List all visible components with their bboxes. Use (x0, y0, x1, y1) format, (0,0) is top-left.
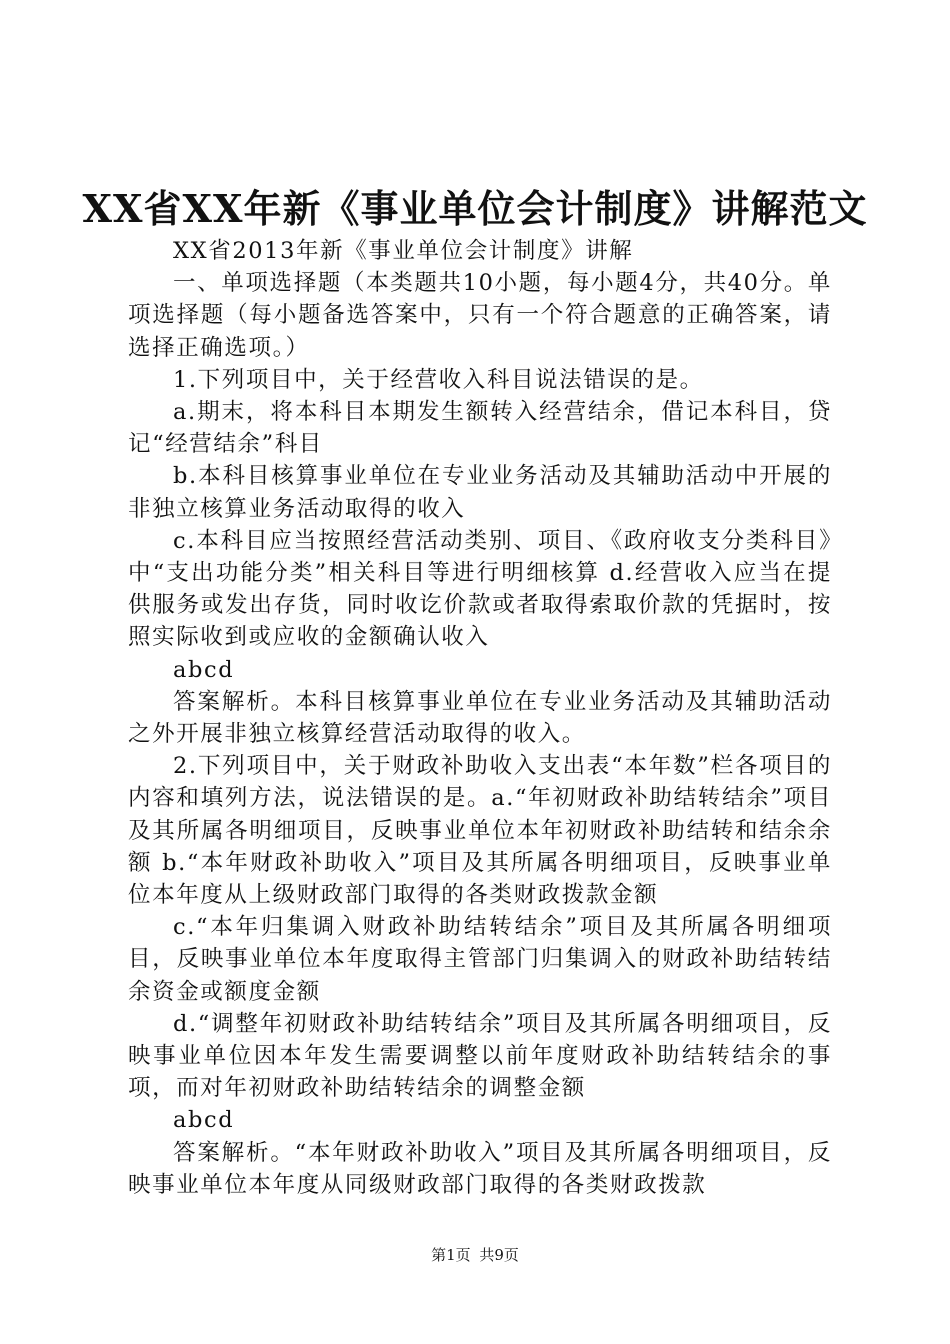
paragraph-option-c: c.“本年归集调入财政补助结转结余”项目及其所属各明细项目，反映事业单位本年度取得主管部门归集调入的财政补助结转结余资金或额度金额 (128, 914, 832, 1005)
page-number: 第1页 (431, 1246, 471, 1264)
paragraph-option-c-d: c.本科目应当按照经营活动类别、项目、《政府收支分类科目》中“支出功能分类”相关科目等进行明细核算 d.经营收入应当在提供服务或发出存货，同时收讫价款或者取得索取价款的凭据时，按照实际收到或应收的金额确认收入 (128, 527, 832, 651)
paragraph-explanation-2: 答案解析。“本年财政补助收入”项目及其所属各明细项目，反映事业单位本年度从同级财政部门取得的各类财政拨款 (128, 1139, 832, 1198)
paragraph-option-d: d.“调整年初财政补助结转结余”项目及其所属各明细项目，反映事业单位因本年发生需要调整以前年度财政补助结转结余的事项，而对年初财政补助结转结余的调整金额 (128, 1010, 832, 1102)
paragraph-explanation-1: 答案解析。本科目核算事业单位在专业业务活动及其辅助活动之外开展非独立核算经营活动取得的收入。 (128, 688, 832, 748)
page-total: 共9页 (479, 1246, 519, 1264)
paragraph-answer-2: abcd (173, 1107, 235, 1134)
paragraph-option-b: b.本科目核算事业单位在专业业务活动及其辅助活动中开展的非独立核算业务活动取得的收入 (128, 463, 832, 522)
paragraph-subtitle: XX省2013年新《事业单位会计制度》讲解 (173, 238, 634, 264)
document-title: XX省XX年新《事业单位会计制度》讲解范文 (82, 186, 868, 231)
document-body (128, 235, 832, 1201)
page-footer (0, 1245, 950, 1265)
paragraph-section-heading: 一、单项选择题（本类题共10小题，每小题4分，共40分。单项选择题（每小题备选答案中，只有一个符合题意的正确答案，请选择正确选项。） (128, 270, 832, 361)
paragraph-answer-1: abcd (173, 656, 235, 683)
paragraph-option-a: a.期末，将本科目本期发生额转入经营结余，借记本科目，贷记“经营结余”科目 (128, 399, 832, 458)
paragraph-question-2: 2.下列项目中，关于财政补助收入支出表“本年数”栏各项目的内容和填列方法，说法错误的是。a.“年初财政补助结转结余”项目及其所属各明细项目，反映事业单位本年初财政补助结转和结余余额 b.“本年财政补助收入”项目及其所属各明细项目，反映事业单位本年度从上级财政部门取得的各类财政拨款金额 (128, 753, 832, 909)
paragraph-question-1: 1.下列项目中，关于经营收入科目说法错误的是。 (173, 366, 704, 393)
